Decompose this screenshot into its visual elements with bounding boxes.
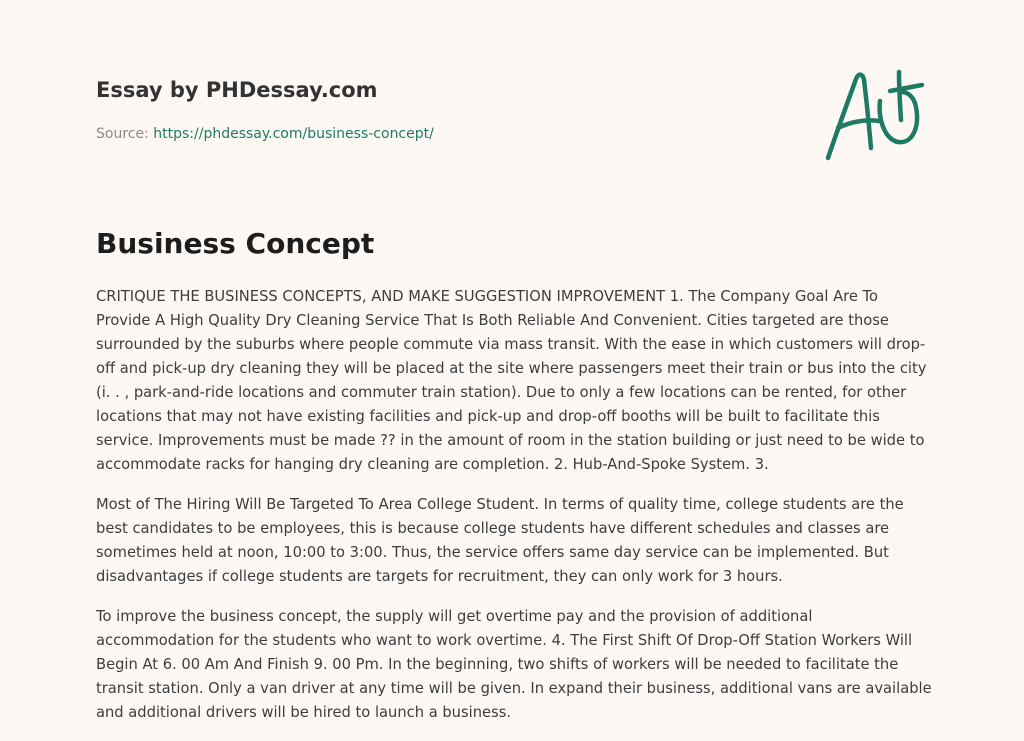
article-body [96,285,932,741]
a-plus-grade-icon [820,64,930,164]
page-header [96,76,796,142]
source-label: Source: [96,126,149,142]
article-paragraph: Most of The Hiring Will Be Targeted To Area College Student. In terms of quality time, college students are the best candidates to be employees, this is because college students have different schedules and classes are sometimes held at noon, 10:00 to 3:00. Thus, the service offers same day service can be implemented. But disadvantages if college students are targets for recruitment, they can only work for 3 hours. [96,496,904,585]
source-line [96,124,434,144]
article-paragraph: To improve the business concept, the supply will get overtime pay and the provision of additional accommodation for the students who want to work overtime. 4. The First Shift Of Drop-Off Station Workers Will Begin At 6. 00 Am And Finish 9. 00 Pm. In the beginning, two shifts of workers will be needed to facilitate the transit station. Only a van driver at any time will be given. In expand their business, additional vans are available and additional drivers will be hired to launch a business. [96,608,932,721]
source-link[interactable]: https://phdessay.com/business-concept/ [153,126,434,142]
article-paragraph: CRITIQUE THE BUSINESS CONCEPTS, AND MAKE SUGGESTION IMPROVEMENT 1. The Company Goal Are To Provide A High Quality Dry Cleaning Service That Is Both Reliable And Convenient. Cities targeted are those surrounded by the suburbs where people commute via mass transit. With the ease in which customers will drop-off and pick-up dry cleaning they will be placed at the site where passengers meet their train or bus into the city (i. . , park-and-ride locations and commuter train station). Due to only a few locations can be rented, for other locations that may not have existing facilities and pick-up and drop-off booths will be built to facilitate this service. Improvements must be made ?? in the amount of room in the station building or just need to be wide to accommodate racks for hanging dry cleaning are completion. 2. Hub-And-Spoke System. 3. [96,288,927,473]
site-brand: Essay by PHDessay.com [96,78,378,102]
article-title: Business Concept [96,227,375,260]
